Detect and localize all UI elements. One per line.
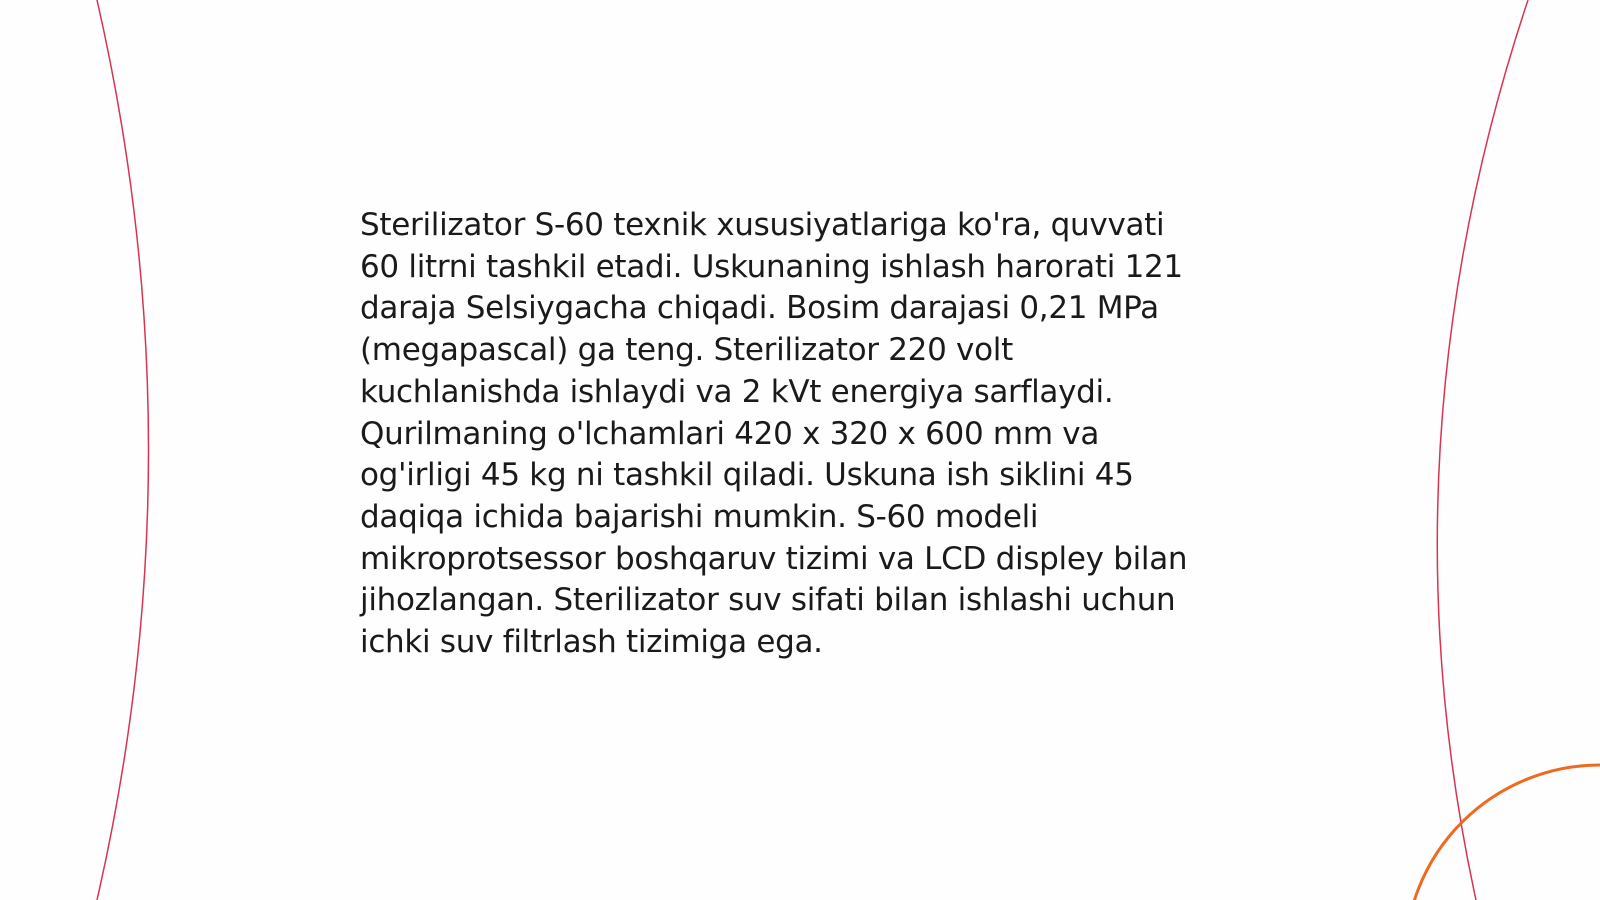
orange-circle-arc bbox=[1405, 765, 1600, 900]
right-curve-line bbox=[1437, 0, 1528, 900]
left-curve-line bbox=[97, 0, 149, 900]
body-paragraph: Sterilizator S-60 texnik xususiyatlariga ko'ra, quvvati 60 litrni tashkil etadi. Uskunaning ishlash harorati 121 daraja Selsiygacha chiqadi. Bosim darajasi 0,21 MPa (megapascal) ga teng. Sterilizator 220 volt kuchlanishda ishlaydi va 2 kVt energiya sarflaydi. Qurilmaning o'lchamlari 420 x 320 x 600 mm va og'irligi 45 kg ni tashkil qiladi. Uskuna ish siklini 45 daqiqa ichida bajarishi mumkin. S-60 modeli mikroprotsessor boshqaruv tizimi va LCD displey bilan jihozlangan. Sterilizator suv sifati bilan ishlashi uchun ichki suv filtrlash tizimiga ega. bbox=[360, 207, 1188, 661]
